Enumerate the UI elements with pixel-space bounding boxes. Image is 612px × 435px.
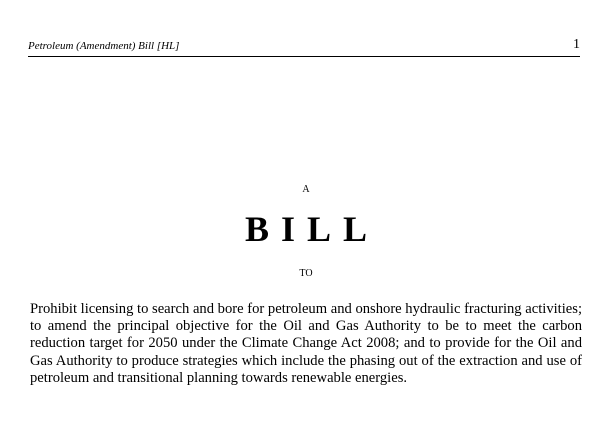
long-title: Prohibit licensing to search and bore for petroleum and onshore hydraulic fracturing activities; to amend the principal objective for the Oil and Gas Authority to be to meet the carbon reduction target for 2050 under the Climate Change Act 2008; and to provide for the Oil and Gas Authority to produce strategies which include the phasing out of the extraction and use of petroleum and transitional planning towards renewable energies. <box>30 301 582 386</box>
header-rule <box>28 56 580 57</box>
header-title: Petroleum (Amendment) Bill [HL] <box>28 40 180 52</box>
bill-to: TO <box>299 268 313 279</box>
bill-article: A <box>302 184 310 195</box>
page-number: 1 <box>573 37 580 52</box>
bill-title: BILL <box>244 209 380 249</box>
running-header <box>28 38 580 58</box>
